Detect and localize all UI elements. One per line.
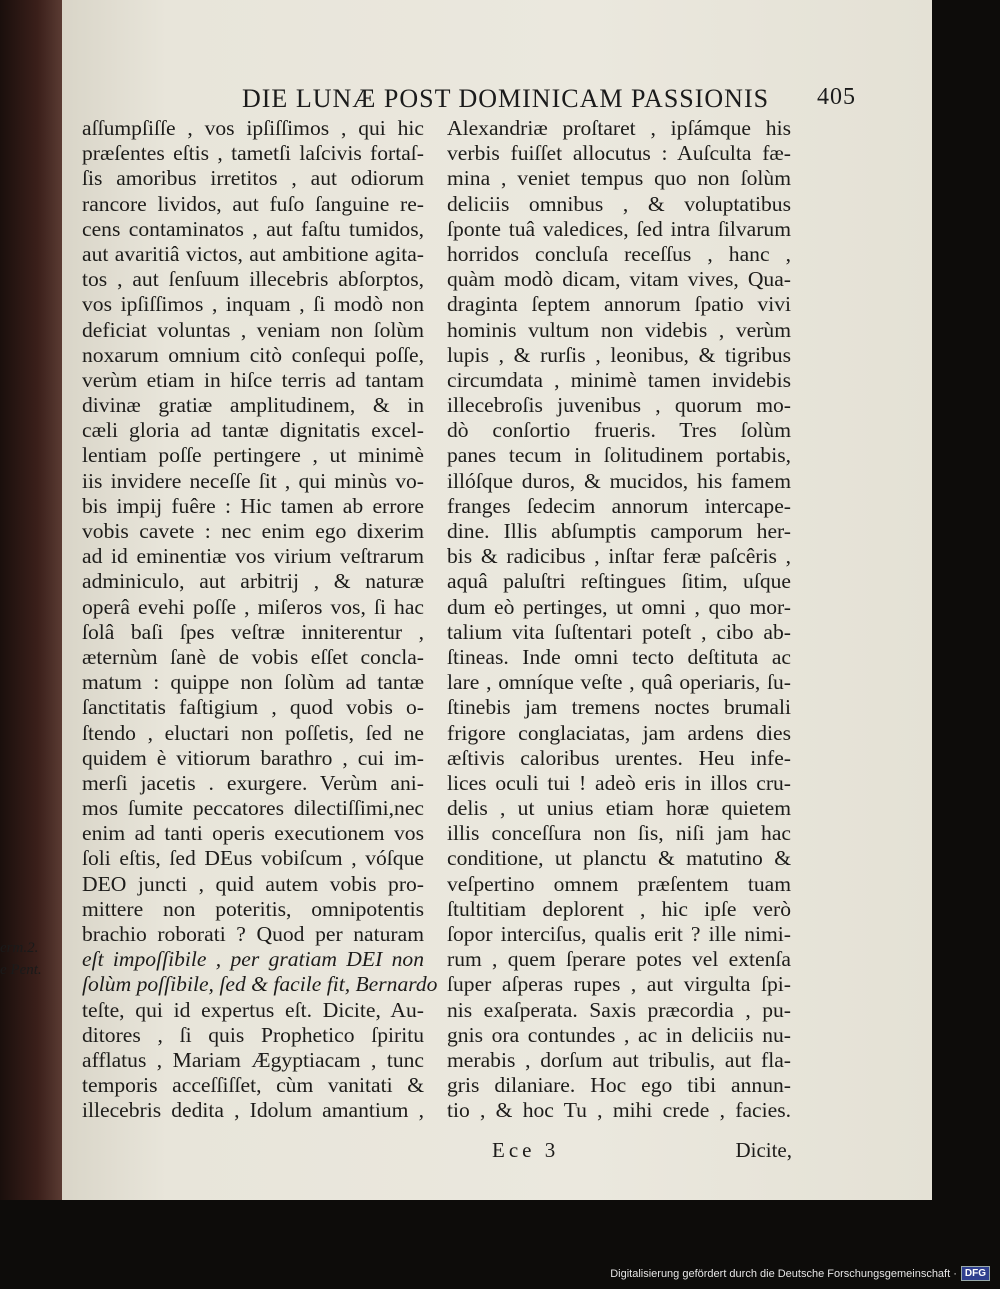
- text-line: horridos concluſa receſſus , hanc ,: [447, 241, 791, 266]
- text-line: brachio roborati ? Quod per naturam: [82, 922, 424, 946]
- text-line: ditores , ſi quis Prophetico ſpiritu: [82, 1022, 424, 1047]
- text-line: ſtultitiam deplorent , hic ipſe verò: [447, 896, 791, 921]
- text-line: matum : quippe non ſolùm ad tantæ: [82, 670, 424, 695]
- text-line: rum , quem ſperare potes vel extenſa: [447, 947, 791, 972]
- text-line: aquâ paluſtri reſtingues ſitim, uſque: [447, 569, 791, 594]
- text-column-left: [82, 116, 438, 1124]
- text-line: teſte, qui id expertus eſt. Dicite, Au-: [82, 997, 424, 1022]
- text-line: conditione, ut planctu & matutino &: [447, 846, 791, 871]
- text-line: ſoli eſtis, ſed DEus vobiſcum , vóſque: [82, 846, 424, 871]
- text-line: DEO juncti , quid autem vobis pro-: [82, 871, 424, 896]
- text-line: talium vita ſuſtentari poteſt , cibo ab-: [447, 619, 791, 644]
- text-line: ſolùm poſſibile, ſed & facile fit, Bernardo: [82, 972, 438, 997]
- text-line: enim ad tanti operis executionem vos: [82, 821, 424, 846]
- text-line: adminiculo, aut arbitrij , & naturæ: [82, 569, 424, 594]
- text-line: mittere non poteritis, omnipotentis: [82, 896, 424, 921]
- text-line: ſopor interciſus, qualis erit ? ille nimi-: [447, 922, 791, 946]
- text-line: verbis fuiſſet allocutus : Auſculta fæ-: [447, 141, 791, 166]
- text-line: bis & radicibus , inſtar feræ paſcêris ,: [447, 544, 791, 569]
- text-line: circumdata , minimè tamen invidebis: [447, 367, 791, 392]
- text-line: ſanctitatis faſtigium , quod vobis o-: [82, 695, 424, 720]
- text-line: verùm etiam in hiſce terris ad tantam: [82, 367, 424, 392]
- text-line: franges ſedecim annorum intercape-: [447, 493, 791, 518]
- dfg-logo: DFG: [961, 1266, 990, 1281]
- text-line: noxarum omnium citò conſequi poſſe,: [82, 342, 424, 367]
- text-line: dò conſortio frueris. Tres ſolùm: [447, 418, 791, 443]
- text-line: illóſque duros, & mucidos, his famem: [447, 468, 791, 493]
- text-line: divinæ gratiæ amplitudinem, & in: [82, 393, 424, 418]
- text-line: rancore lividos, aut fuſo ſanguine re-: [82, 191, 424, 216]
- margin-note: erm.2.: [0, 940, 39, 956]
- text-line: lices oculi tui ! adeò eris in illos cru-: [447, 770, 791, 795]
- text-line: æternùm ſanè de vobis eſſet concla-: [82, 644, 424, 669]
- text-line: eſt impoſſibile , per gratiam DEI non: [82, 947, 424, 972]
- text-line: gris dilaniare. Hoc ego tibi annun-: [447, 1073, 791, 1098]
- text-line: ſtineas. Inde omni tecto deſtituta ac: [447, 644, 791, 669]
- text-line: hominis vultum non videbis , verùm: [447, 317, 791, 342]
- text-line: panes tecum in ſolitudinem portabis,: [447, 443, 791, 468]
- text-line: merſi jacetis . exurgere. Verùm ani-: [82, 770, 424, 795]
- book-binding: [0, 0, 62, 1200]
- text-line: mos ſumite peccatores dilectiſſimi,nec: [82, 796, 424, 821]
- text-line: lentiam poſſe pertingere , ut minimè: [82, 443, 424, 468]
- text-line: bis impij fuêre : Hic tamen ab errore: [82, 493, 424, 518]
- text-line: ſtinebis jam tremens noctes brumali: [447, 695, 791, 720]
- text-line: lare , omníque veſte , quâ operiaris, ſu-: [447, 670, 791, 695]
- text-line: afflatus , Mariam Ægyptiacam , tunc: [82, 1047, 424, 1072]
- text-line: tio , & hoc Tu , mihi crede , facies.: [447, 1098, 791, 1123]
- text-line: ſis amoribus irretitos , aut odiorum: [82, 166, 424, 191]
- margin-note: e Pent.: [0, 962, 42, 978]
- text-line: dine. Illis abſumptis camporum her-: [447, 519, 791, 543]
- text-line: aut avaritiâ victos, aut ambitione agita-: [82, 241, 424, 266]
- text-line: præſentes eſtis , tametſi laſcivis fortaſ-: [82, 141, 424, 166]
- text-line: æſtivis caloribus urentes. Heu infe-: [447, 745, 791, 770]
- text-line: vobis cavete : nec enim ego dixerim: [82, 519, 424, 543]
- text-line: quidem è vitiorum barathro , cui im-: [82, 745, 424, 770]
- text-line: lupis , & rurſis , leonibus, & tigribus: [447, 342, 791, 367]
- text-line: ſtendo , eluctari non poſſetis, ſed ne: [82, 720, 424, 745]
- text-line: vos ipſiſſimos , inquam , ſi modò non: [82, 292, 424, 317]
- text-line: gnis ora contundes , ac in deliciis nu-: [447, 1022, 791, 1047]
- text-line: cens contaminatos , aut faſtu tumidos,: [82, 216, 424, 241]
- text-line: iis invidere neceſſe ſit , qui minùs vo-: [82, 468, 424, 493]
- text-line: quàm modò dicam, vitam vives, Qua-: [447, 267, 791, 292]
- text-line: ſponte tuâ valedices, ſed intra ſilvarum: [447, 216, 791, 241]
- text-line: ad id eminentiæ vos virium veſtrarum: [82, 544, 424, 569]
- text-line: merabis , dorſum aut tribulis, aut fla-: [447, 1047, 791, 1072]
- text-line: tos , aut ſenſuum illecebris abſorptos,: [82, 267, 424, 292]
- book-page: [62, 0, 932, 1200]
- text-line: illecebroſis juvenibus , quorum mo-: [447, 393, 791, 418]
- text-line: nis exaſperata. Saxis præcordia , pu-: [447, 997, 791, 1022]
- text-line: ſuper aſperas rupes , aut virgulta ſpi-: [447, 972, 791, 997]
- text-line: deficiat voluntas , veniam non ſolùm: [82, 317, 424, 342]
- page-number: 405: [817, 84, 856, 110]
- text-line: deliciis omnibus , & voluptatibus: [447, 191, 791, 216]
- text-line: draginta ſeptem annorum ſpatio vivi: [447, 292, 791, 317]
- credit-text: Digitalisierung gefördert durch die Deutsche Forschungsgemeinschaft ·: [610, 1267, 957, 1280]
- text-line: illis conceſſura non ſis, niſi jam hac: [447, 821, 791, 846]
- text-line: delis , ut unius etiam horæ quietem: [447, 796, 791, 821]
- text-line: mina , veniet tempus quo non ſolùm: [447, 166, 791, 191]
- running-title: DIE LUNÆ POST DOMINICAM PASSIONIS: [242, 84, 770, 113]
- text-line: aſſumpſiſſe , vos ipſiſſimos , qui hic: [82, 116, 424, 140]
- text-line: illecebris dedita , Idolum amantium ,: [82, 1098, 424, 1123]
- catchword: Dicite,: [735, 1138, 792, 1162]
- text-line: temporis acceſſiſſet, cùm vanitati &: [82, 1073, 424, 1098]
- text-line: operâ evehi poſſe , miſeros vos, ſi hac: [82, 594, 424, 619]
- text-line: ſolâ baſi ſpes veſtræ inniterentur ,: [82, 619, 424, 644]
- text-column-right: [447, 116, 791, 1124]
- printer-signature: Ece 3: [492, 1138, 560, 1162]
- digitization-credit: [610, 1266, 990, 1281]
- text-line: Alexandriæ proſtaret , ipſámque his: [447, 116, 791, 140]
- text-line: dum eò pertinges, ut omni , quo mor-: [447, 594, 791, 619]
- text-line: cæli gloria ad tantæ dignitatis excel-: [82, 418, 424, 443]
- text-line: frigore conglaciatas, jam ardens dies: [447, 720, 791, 745]
- text-line: veſpertino omnem præſentem tuam: [447, 871, 791, 896]
